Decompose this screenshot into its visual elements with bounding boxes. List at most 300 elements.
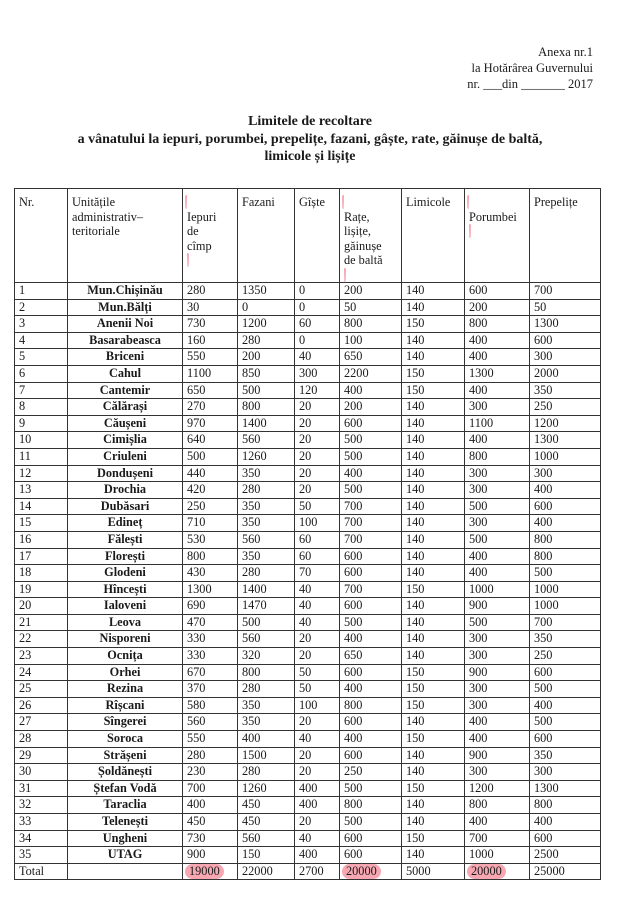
cell-hares: 580: [183, 697, 238, 714]
cell-unit: Fălești: [68, 531, 183, 548]
cell-limicoles: 150: [402, 316, 465, 333]
table-row: [15, 515, 601, 532]
cell-unit: UTAG: [68, 847, 183, 864]
cell-pheasants: 800: [238, 399, 295, 416]
total-cell-geese: 2700: [295, 863, 340, 880]
cell-ducks: 800: [340, 797, 402, 814]
table-row: [15, 598, 601, 615]
cell-limicoles: 140: [402, 283, 465, 300]
cell-ducks: 600: [340, 565, 402, 582]
cell-nr: 10: [15, 432, 68, 449]
annex-number: Anexa nr.1: [538, 45, 593, 59]
header-geese-label: [299, 195, 339, 210]
cell-limicoles: 150: [402, 365, 465, 382]
cell-geese: 40: [295, 614, 340, 631]
cell-pheasants: 200: [238, 349, 295, 366]
cell-geese: 100: [295, 697, 340, 714]
table-row: [15, 565, 601, 582]
cell-hares: 370: [183, 681, 238, 698]
table-row: [15, 631, 601, 648]
cell-nr: 13: [15, 482, 68, 499]
cell-unit: Glodeni: [68, 565, 183, 582]
cell-pheasants: 280: [238, 482, 295, 499]
cell-ducks: 400: [340, 631, 402, 648]
cell-unit: Taraclia: [68, 797, 183, 814]
cell-pigeons: 300: [465, 631, 530, 648]
cell-hares: 690: [183, 598, 238, 615]
cell-pigeons: 300: [465, 399, 530, 416]
header-line: cîmp: [187, 238, 212, 253]
total-highlight: 19000: [185, 864, 224, 880]
cell-ducks: 800: [340, 316, 402, 333]
cell-pheasants: 1400: [238, 415, 295, 432]
cell-quails: 800: [530, 531, 601, 548]
cell-pigeons: 300: [465, 482, 530, 499]
header-ducks: [340, 189, 402, 283]
cell-quails: 350: [530, 382, 601, 399]
cell-quails: 400: [530, 697, 601, 714]
cell-geese: 20: [295, 482, 340, 499]
table-row: [15, 382, 601, 399]
cell-limicoles: 140: [402, 764, 465, 781]
cell-nr: 1: [15, 283, 68, 300]
table-row: [15, 316, 601, 333]
cell-ducks: 100: [340, 332, 402, 349]
cell-geese: 0: [295, 283, 340, 300]
cell-quails: 400: [530, 814, 601, 831]
cell-pheasants: 560: [238, 432, 295, 449]
cell-unit: Basarabeasca: [68, 332, 183, 349]
cell-geese: 50: [295, 664, 340, 681]
table-row: [15, 465, 601, 482]
header-limicoles: [402, 189, 465, 283]
total-highlight: 20000: [467, 864, 506, 880]
header-line: de baltă: [344, 253, 383, 267]
cell-pigeons: 500: [465, 531, 530, 548]
header-limicoles-label: [406, 195, 464, 210]
cell-geese: 120: [295, 382, 340, 399]
cell-ducks: 400: [340, 465, 402, 482]
cell-limicoles: 140: [402, 515, 465, 532]
cell-pigeons: 1200: [465, 780, 530, 797]
cell-pheasants: 350: [238, 548, 295, 565]
cell-pheasants: 350: [238, 515, 295, 532]
cell-hares: 650: [183, 382, 238, 399]
cell-pigeons: 900: [465, 598, 530, 615]
cell-quails: 800: [530, 548, 601, 565]
header-line: Iepuri: [187, 209, 217, 224]
cell-nr: 27: [15, 714, 68, 731]
cell-quails: 350: [530, 747, 601, 764]
cell-ducks: 250: [340, 764, 402, 781]
total-highlight: 20000: [342, 864, 381, 880]
header-line: teritoriale: [72, 224, 120, 238]
cell-hares: 550: [183, 731, 238, 748]
cell-unit: Șoldănești: [68, 764, 183, 781]
cell-pigeons: 400: [465, 565, 530, 582]
cell-ducks: 500: [340, 814, 402, 831]
title-line-3: limicole și lișițe: [264, 149, 356, 164]
cell-pigeons: 700: [465, 830, 530, 847]
cell-pheasants: 1350: [238, 283, 295, 300]
cell-pheasants: 1470: [238, 598, 295, 615]
table-row: [15, 747, 601, 764]
cell-limicoles: 140: [402, 598, 465, 615]
total-label: Total: [15, 863, 68, 880]
header-line: Limicole: [406, 195, 451, 209]
cell-limicoles: 140: [402, 631, 465, 648]
table-row: [15, 299, 601, 316]
cell-nr: 25: [15, 681, 68, 698]
cell-unit: Edineț: [68, 515, 183, 532]
cell-geese: 40: [295, 731, 340, 748]
cell-quails: 1200: [530, 415, 601, 432]
table-row: [15, 349, 601, 366]
cell-pigeons: 600: [465, 283, 530, 300]
cell-pheasants: 560: [238, 531, 295, 548]
cell-pigeons: 1100: [465, 415, 530, 432]
cell-ducks: 650: [340, 648, 402, 665]
cell-hares: 330: [183, 631, 238, 648]
cell-nr: 29: [15, 747, 68, 764]
total-cell-quails: 25000: [530, 863, 601, 880]
cell-pheasants: 280: [238, 764, 295, 781]
cell-nr: 3: [15, 316, 68, 333]
cell-hares: 900: [183, 847, 238, 864]
cell-limicoles: 150: [402, 780, 465, 797]
cell-pigeons: 900: [465, 664, 530, 681]
header-pigeons: [465, 189, 530, 283]
table-row: [15, 780, 601, 797]
cell-geese: 50: [295, 681, 340, 698]
cell-ducks: 700: [340, 498, 402, 515]
cell-ducks: 600: [340, 664, 402, 681]
table-row: [15, 581, 601, 598]
cell-ducks: 50: [340, 299, 402, 316]
header-unit-label: [72, 195, 182, 239]
cell-quails: 500: [530, 681, 601, 698]
cell-unit: Cantemir: [68, 382, 183, 399]
cell-geese: 400: [295, 847, 340, 864]
cell-unit: Anenii Noi: [68, 316, 183, 333]
table-row: [15, 697, 601, 714]
cell-quails: 400: [530, 515, 601, 532]
cell-pigeons: 800: [465, 316, 530, 333]
cell-unit: Dondușeni: [68, 465, 183, 482]
cell-ducks: 600: [340, 847, 402, 864]
cell-nr: 12: [15, 465, 68, 482]
cell-hares: 30: [183, 299, 238, 316]
cell-nr: 35: [15, 847, 68, 864]
table-row: [15, 731, 601, 748]
header-line: găinușe: [344, 238, 382, 253]
table-row: [15, 847, 601, 864]
cell-quails: 500: [530, 565, 601, 582]
cell-quails: 1300: [530, 316, 601, 333]
cell-geese: 40: [295, 598, 340, 615]
cell-nr: 19: [15, 581, 68, 598]
cell-limicoles: 140: [402, 814, 465, 831]
cell-quails: 50: [530, 299, 601, 316]
cell-unit: Ștefan Vodă: [68, 780, 183, 797]
cell-limicoles: 140: [402, 614, 465, 631]
cell-hares: 430: [183, 565, 238, 582]
cell-quails: 1000: [530, 448, 601, 465]
cell-unit: Telenești: [68, 814, 183, 831]
cell-nr: 32: [15, 797, 68, 814]
cell-pigeons: 1000: [465, 581, 530, 598]
cell-geese: 20: [295, 399, 340, 416]
cell-unit: Ungheni: [68, 830, 183, 847]
cell-hares: 330: [183, 648, 238, 665]
cell-pigeons: 400: [465, 349, 530, 366]
cell-ducks: 2200: [340, 365, 402, 382]
table-row: [15, 664, 601, 681]
cell-ducks: 700: [340, 515, 402, 532]
cell-unit: Hîncești: [68, 581, 183, 598]
cell-nr: 9: [15, 415, 68, 432]
cell-hares: 1300: [183, 581, 238, 598]
title-line-2: a vânatului la iepuri, porumbei, prepelițe, fazani, gâște, rate, găinușe de baltă,: [77, 131, 543, 147]
table-body: [15, 283, 601, 880]
cell-ducks: 600: [340, 830, 402, 847]
table-row: [15, 531, 601, 548]
cell-unit: Mun.Chișinău: [68, 283, 183, 300]
header-unit: [68, 189, 183, 283]
cell-limicoles: 140: [402, 797, 465, 814]
cell-pigeons: 400: [465, 814, 530, 831]
cell-nr: 26: [15, 697, 68, 714]
cell-nr: 8: [15, 399, 68, 416]
cell-unit: Cahul: [68, 365, 183, 382]
total-cell-pheasants: 22000: [238, 863, 295, 880]
header-nr-label: [19, 195, 67, 210]
table-row: [15, 548, 601, 565]
header-pheasants: [238, 189, 295, 283]
cell-pigeons: 400: [465, 432, 530, 449]
cell-unit: Cimișlia: [68, 432, 183, 449]
header-pheasants-label: [242, 195, 294, 210]
cell-unit: Florești: [68, 548, 183, 565]
cell-limicoles: 150: [402, 731, 465, 748]
cell-nr: 16: [15, 531, 68, 548]
total-row: [15, 863, 601, 880]
cell-ducks: 400: [340, 681, 402, 698]
cell-ducks: 500: [340, 780, 402, 797]
cell-unit: Ocnița: [68, 648, 183, 665]
cell-limicoles: 140: [402, 548, 465, 565]
table-row: [15, 365, 601, 382]
cell-pheasants: 350: [238, 697, 295, 714]
cell-pheasants: 1260: [238, 780, 295, 797]
cell-geese: 0: [295, 299, 340, 316]
cell-hares: 800: [183, 548, 238, 565]
cell-ducks: 800: [340, 697, 402, 714]
cell-geese: 60: [295, 316, 340, 333]
header-line: de: [187, 224, 199, 238]
cell-pigeons: 300: [465, 697, 530, 714]
cell-limicoles: 150: [402, 681, 465, 698]
cell-hares: 530: [183, 531, 238, 548]
cell-ducks: 500: [340, 614, 402, 631]
header-geese: [295, 189, 340, 283]
cell-unit: Orhei: [68, 664, 183, 681]
table-row: [15, 432, 601, 449]
cell-nr: 2: [15, 299, 68, 316]
cell-limicoles: 140: [402, 448, 465, 465]
cell-unit: Sîngerei: [68, 714, 183, 731]
cell-pigeons: 300: [465, 764, 530, 781]
header-quails-label: [534, 195, 600, 210]
cell-geese: 20: [295, 432, 340, 449]
header-line: Fazani: [242, 195, 275, 209]
cell-pheasants: 450: [238, 797, 295, 814]
header-hares: [183, 189, 238, 283]
cell-geese: 300: [295, 365, 340, 382]
cell-unit: Mun.Bălți: [68, 299, 183, 316]
header-line: Prepelițe: [534, 195, 578, 209]
total-cell-ducks: [340, 863, 402, 880]
cell-unit: Drochia: [68, 482, 183, 499]
cell-quails: 250: [530, 399, 601, 416]
cell-quails: 2500: [530, 847, 601, 864]
cell-pigeons: 400: [465, 382, 530, 399]
cell-quails: 600: [530, 731, 601, 748]
table-row: [15, 332, 601, 349]
cell-quails: 300: [530, 764, 601, 781]
table-row: [15, 399, 601, 416]
cell-limicoles: 140: [402, 332, 465, 349]
cell-pheasants: 280: [238, 565, 295, 582]
cell-hares: 730: [183, 316, 238, 333]
cell-hares: 500: [183, 448, 238, 465]
cell-nr: 5: [15, 349, 68, 366]
cell-limicoles: 140: [402, 648, 465, 665]
cell-geese: 0: [295, 332, 340, 349]
cell-geese: 20: [295, 465, 340, 482]
annex-reference: [467, 44, 593, 92]
cell-geese: 400: [295, 797, 340, 814]
cell-hares: 250: [183, 498, 238, 515]
cell-hares: 420: [183, 482, 238, 499]
cell-unit: Leova: [68, 614, 183, 631]
cell-unit: Criuleni: [68, 448, 183, 465]
cell-quails: 600: [530, 830, 601, 847]
cell-pheasants: 320: [238, 648, 295, 665]
harvest-limits-table: [14, 188, 601, 880]
cell-quails: 800: [530, 797, 601, 814]
cell-pigeons: 300: [465, 681, 530, 698]
header-ducks-label: [342, 195, 401, 282]
cell-geese: 20: [295, 648, 340, 665]
cell-pheasants: 350: [238, 714, 295, 731]
cell-hares: 560: [183, 714, 238, 731]
cell-pigeons: 1300: [465, 365, 530, 382]
cell-ducks: 600: [340, 747, 402, 764]
total-cell-pigeons: [465, 863, 530, 880]
table-row: [15, 797, 601, 814]
cell-quails: 600: [530, 664, 601, 681]
cell-nr: 6: [15, 365, 68, 382]
total-cell-unit: [68, 863, 183, 880]
cell-nr: 34: [15, 830, 68, 847]
header-line: Nr.: [19, 195, 35, 209]
cell-nr: 31: [15, 780, 68, 797]
cell-pheasants: 400: [238, 731, 295, 748]
header-line: Porumbei: [469, 209, 517, 224]
cell-pheasants: 500: [238, 614, 295, 631]
cell-limicoles: 140: [402, 847, 465, 864]
cell-ducks: 600: [340, 714, 402, 731]
cell-ducks: 500: [340, 482, 402, 499]
cell-pigeons: 300: [465, 515, 530, 532]
cell-nr: 23: [15, 648, 68, 665]
cell-pigeons: 200: [465, 299, 530, 316]
total-cell-hares: [183, 863, 238, 880]
table-row: [15, 764, 601, 781]
cell-nr: 30: [15, 764, 68, 781]
cell-hares: 400: [183, 797, 238, 814]
cell-geese: 100: [295, 515, 340, 532]
cell-geese: 20: [295, 415, 340, 432]
cell-geese: 20: [295, 448, 340, 465]
cell-limicoles: 140: [402, 714, 465, 731]
cell-unit: Dubăsari: [68, 498, 183, 515]
cell-limicoles: 150: [402, 697, 465, 714]
cell-pigeons: 1000: [465, 847, 530, 864]
cell-quails: 1300: [530, 780, 601, 797]
cell-hares: 270: [183, 399, 238, 416]
header-line: Unitățile: [72, 195, 116, 209]
header-nr: [15, 189, 68, 283]
cell-ducks: 600: [340, 548, 402, 565]
cell-limicoles: 140: [402, 747, 465, 764]
header-line: Rațe,: [344, 209, 370, 224]
cell-hares: 230: [183, 764, 238, 781]
cell-pigeons: 400: [465, 714, 530, 731]
cell-hares: 970: [183, 415, 238, 432]
cell-unit: Nisporeni: [68, 631, 183, 648]
table-row: [15, 498, 601, 515]
cell-pheasants: 850: [238, 365, 295, 382]
cell-pigeons: 300: [465, 465, 530, 482]
table-row: [15, 714, 601, 731]
cell-hares: 1100: [183, 365, 238, 382]
cell-geese: 20: [295, 747, 340, 764]
cell-unit: Rîșcani: [68, 697, 183, 714]
table-header-row: [15, 189, 601, 283]
cell-hares: 440: [183, 465, 238, 482]
cell-geese: 20: [295, 631, 340, 648]
annex-decision: la Hotărârea Guvernului: [471, 61, 593, 75]
cell-quails: 300: [530, 349, 601, 366]
cell-unit: Soroca: [68, 731, 183, 748]
cell-limicoles: 140: [402, 498, 465, 515]
table-row: [15, 614, 601, 631]
table-row: [15, 482, 601, 499]
cell-hares: 160: [183, 332, 238, 349]
header-quails: [530, 189, 601, 283]
cell-hares: 730: [183, 830, 238, 847]
cell-hares: 670: [183, 664, 238, 681]
cell-quails: 600: [530, 332, 601, 349]
cell-ducks: 400: [340, 731, 402, 748]
cell-quails: 250: [530, 648, 601, 665]
cell-pheasants: 560: [238, 830, 295, 847]
cell-quails: 1000: [530, 581, 601, 598]
cell-pigeons: 400: [465, 548, 530, 565]
cell-nr: 28: [15, 731, 68, 748]
